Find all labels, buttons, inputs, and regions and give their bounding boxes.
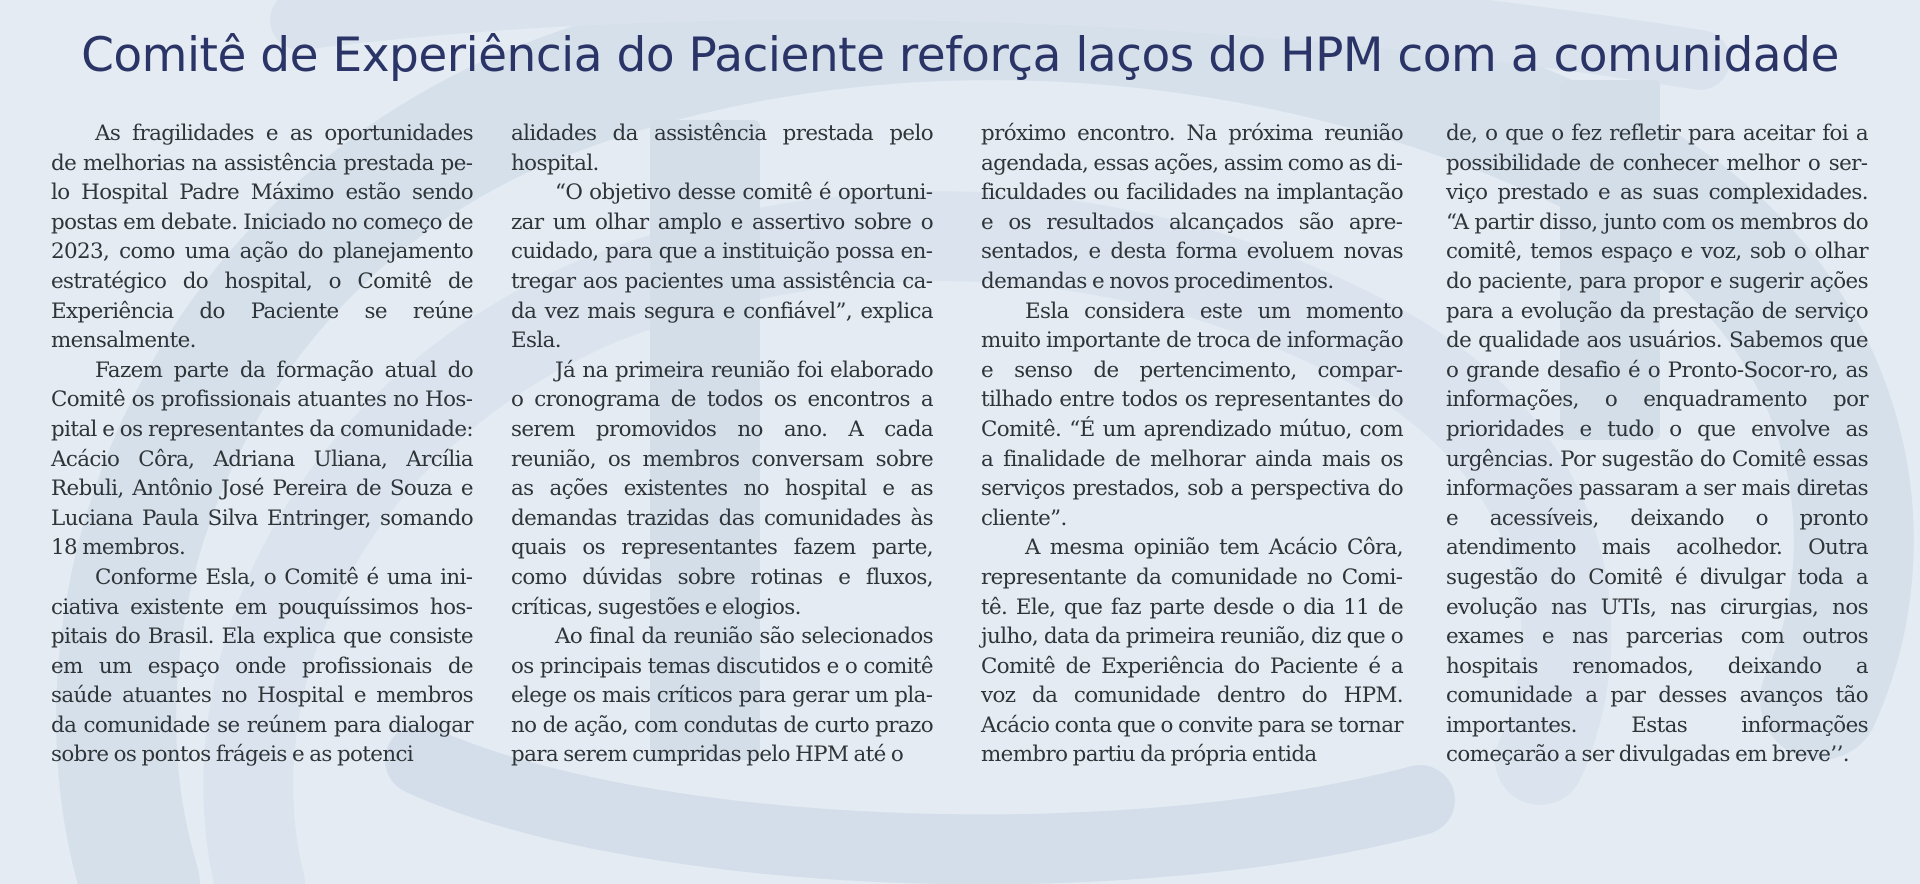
- article-column-1: [51, 119, 473, 770]
- article-column-2: [511, 119, 933, 770]
- article-paragraph: Conforme Esla, o Comitê é uma iniciativa existente em pouquíssimos hospitais do Brasil. Ela explica que consiste em um espaço onde profissionais de saúde atuantes no Hospital e membros da comunidade se reúnem para dialogar sobre os pontos frágeis e as potenci: [51, 564, 473, 768]
- article-column-4: [1446, 119, 1868, 770]
- article-column-3: [981, 119, 1403, 770]
- article-paragraph: Esla considera este um momento muito importante de troca de informação e senso de pertencimento, compartilhado entre todos os representantes do Comitê. “É um aprendizado mútuo, com a finalidade de melhorar ainda mais os serviços prestados, sob a perspectiva do cliente”.: [981, 298, 1403, 531]
- article-paragraph: Já na primeira reunião foi elaborado o cronograma de todos os encontros a serem promovidos no ano. A cada reunião, os membros conversam sobre as ações existentes no hospital e as demandas trazidas das comunidades às quais os representantes fazem parte, como dúvidas sobre rotinas e fluxos, críticas, sugestões e elogios.: [511, 357, 933, 620]
- article-body: [0, 119, 1920, 879]
- article-paragraph: próximo encontro. Na próxima reunião agendada, essas ações, assim como as dificuldades ou facilidades na implantação e os resultados alcançados são apresentados, e desta forma evoluem novas demandas e novos procedimentos.: [981, 121, 1403, 294]
- article-paragraph: Ao final da reunião são selecionados os principais temas discutidos e o comitê elege os mais críticos para gerar um plano de ação, com condutas de curto prazo para serem cumpridas pelo HPM até o: [511, 624, 933, 768]
- article-paragraph: alidades da assistência prestada pelo hospital.: [511, 121, 933, 176]
- article-paragraph: A mesma opinião tem Acácio Côra, representante da comunidade no Comitê. Ele, que faz parte desde o dia 11 de julho, data da primeira reunião, diz que o Comitê de Experiência do Paciente é a voz da comunidade dentro do HPM. Acácio conta que o convite para se tornar membro partiu da própria entida: [981, 535, 1403, 768]
- article-paragraph: de, o que o fez refletir para aceitar foi a possibilidade de conhecer melhor o serviço prestado e as suas complexidades. “A partir disso, junto com os membros do comitê, temos espaço e voz, sob o olhar do paciente, para propor e sugerir ações para a evolução da prestação de serviço de qualidade aos usuários. Sabemos que o grande desafio é o Pronto-Socor-ro, as informações, o enquadramento por prioridades e tudo o que envolve as urgências. Por sugestão do Comitê essas informações passaram a ser mais diretas e acessíveis, deixando o pronto atendimento mais acolhedor. Outra sugestão do Comitê é divulgar toda a evolução nas UTIs, nas cirurgias, nos exames e nas parcerias com outros hospitais renomados, deixando a comunidade a par desses avanços tão importantes. Estas informações começarão a ser divulgadas em breve’’.: [1446, 121, 1868, 768]
- article-headline: Comitê de Experiência do Paciente reforça laços do HPM com a comunidade: [81, 28, 1839, 83]
- article-paragraph: As fragilidades e as oportunidades de melhorias na assistência prestada pelo Hospital Padre Máximo estão sendo postas em debate. Iniciado no começo de 2023, como uma ação do planejamento estratégico do hospital, o Comitê de Experiência do Paciente se reúne mensalmente.: [51, 121, 473, 354]
- article-paragraph: “O objetivo desse comitê é oportunizar um olhar amplo e assertivo sobre o cuidado, para que a instituição possa entregar aos pacientes uma assistência cada vez mais segura e confiável”, explica Esla.: [511, 180, 933, 354]
- article-paragraph: Fazem parte da formação atual do Comitê os profissionais atuantes no Hospital e os representantes da comunidade: Acácio Côra, Adriana Uliana, Arcília Rebuli, Antônio José Pereira de Souza e Luciana Paula Silva Entringer, somando 18 membros.: [51, 357, 473, 561]
